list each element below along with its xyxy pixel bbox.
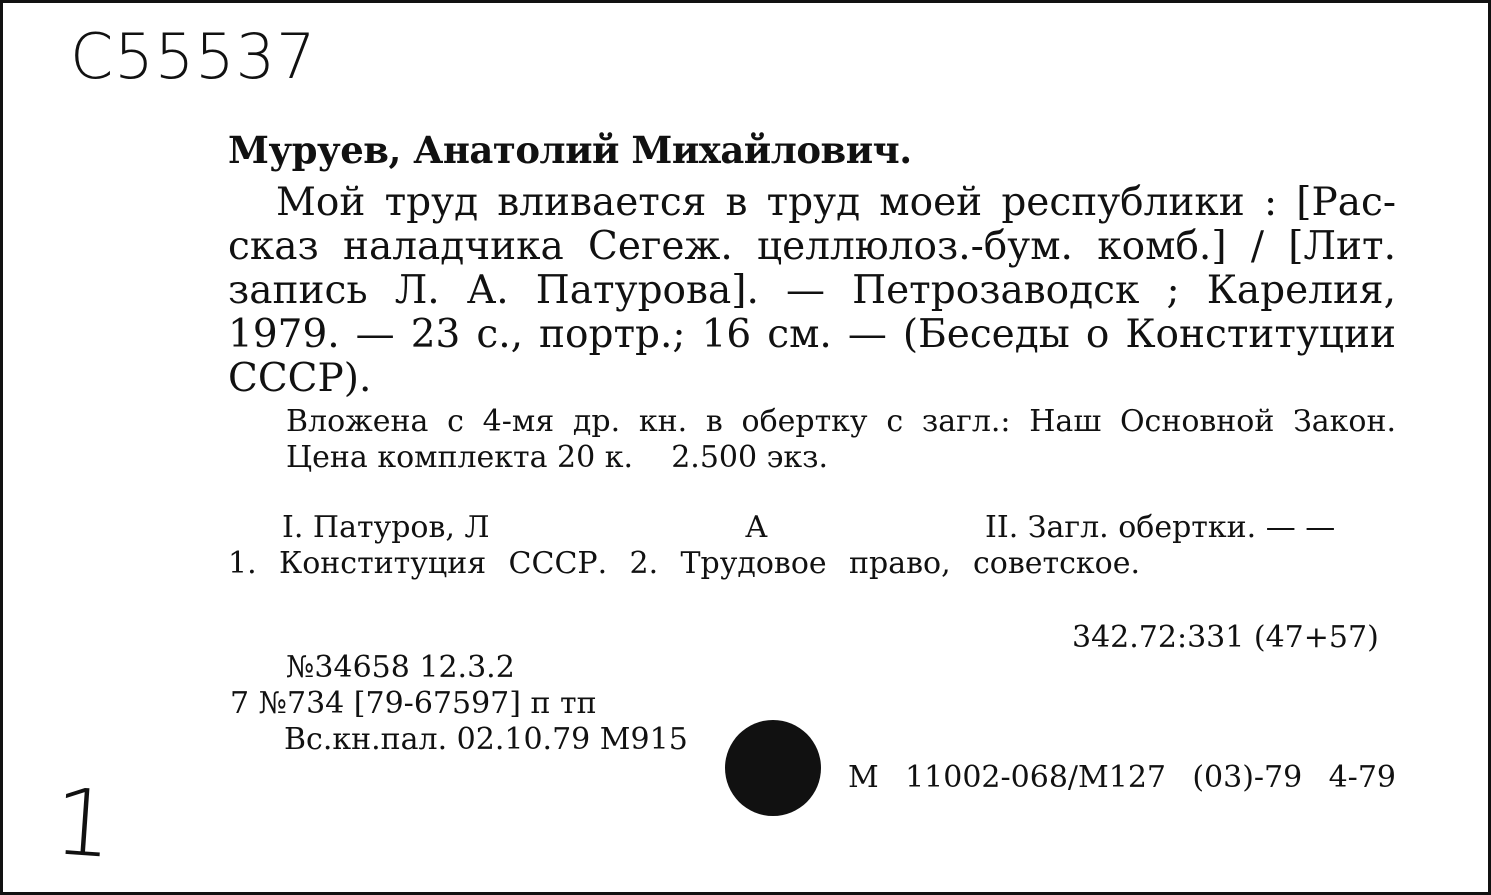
print-info: 7 №734 [79-67597] п тп bbox=[230, 686, 597, 721]
description-line-3: запись Л. А. Патурова]. — Петрозаводск ; Карелия, bbox=[228, 268, 1396, 313]
order-number: №34658 12.3.2 bbox=[286, 650, 515, 685]
tracing-personal-initial: А bbox=[745, 510, 768, 545]
author-heading: Муруев, Анатолий Михайлович. bbox=[228, 128, 912, 172]
ink-dot-mark bbox=[725, 720, 821, 816]
note-line-1: Вложена с 4-мя др. кн. в обертку с загл.: Наш Основной Закон. bbox=[286, 404, 1396, 439]
catalog-code: М 11002-068/М127 (03)-79 4-79 bbox=[848, 760, 1396, 795]
handwritten-number-mark: 1 bbox=[50, 768, 117, 879]
tracing-subjects: 1. Конституция СССР. 2. Трудовое право, советское. bbox=[228, 546, 1140, 581]
description-line-4: 1979. — 23 с., портр.; 16 см. — (Беседы о Конституции bbox=[228, 312, 1396, 357]
note-line-2: Цена комплекта 20 к. 2.500 экз. bbox=[286, 440, 829, 475]
classification-index: 342.72:331 (47+57) bbox=[1072, 620, 1379, 655]
description-line-2: сказ наладчика Сегеж. целлюлоз.-бум. комб.] / [Лит. bbox=[228, 224, 1396, 269]
description-line-5: СССР). bbox=[228, 356, 372, 401]
chamber-date: Вс.кн.пал. 02.10.79 М915 bbox=[284, 722, 688, 757]
tracing-personal-name: I. Патуров, Л bbox=[282, 510, 490, 545]
call-number: С55537 bbox=[70, 20, 317, 93]
tracing-title: II. Загл. обертки. — — bbox=[985, 510, 1336, 545]
description-line-1: Мой труд вливается в труд моей республики : [Рас- bbox=[276, 180, 1396, 225]
